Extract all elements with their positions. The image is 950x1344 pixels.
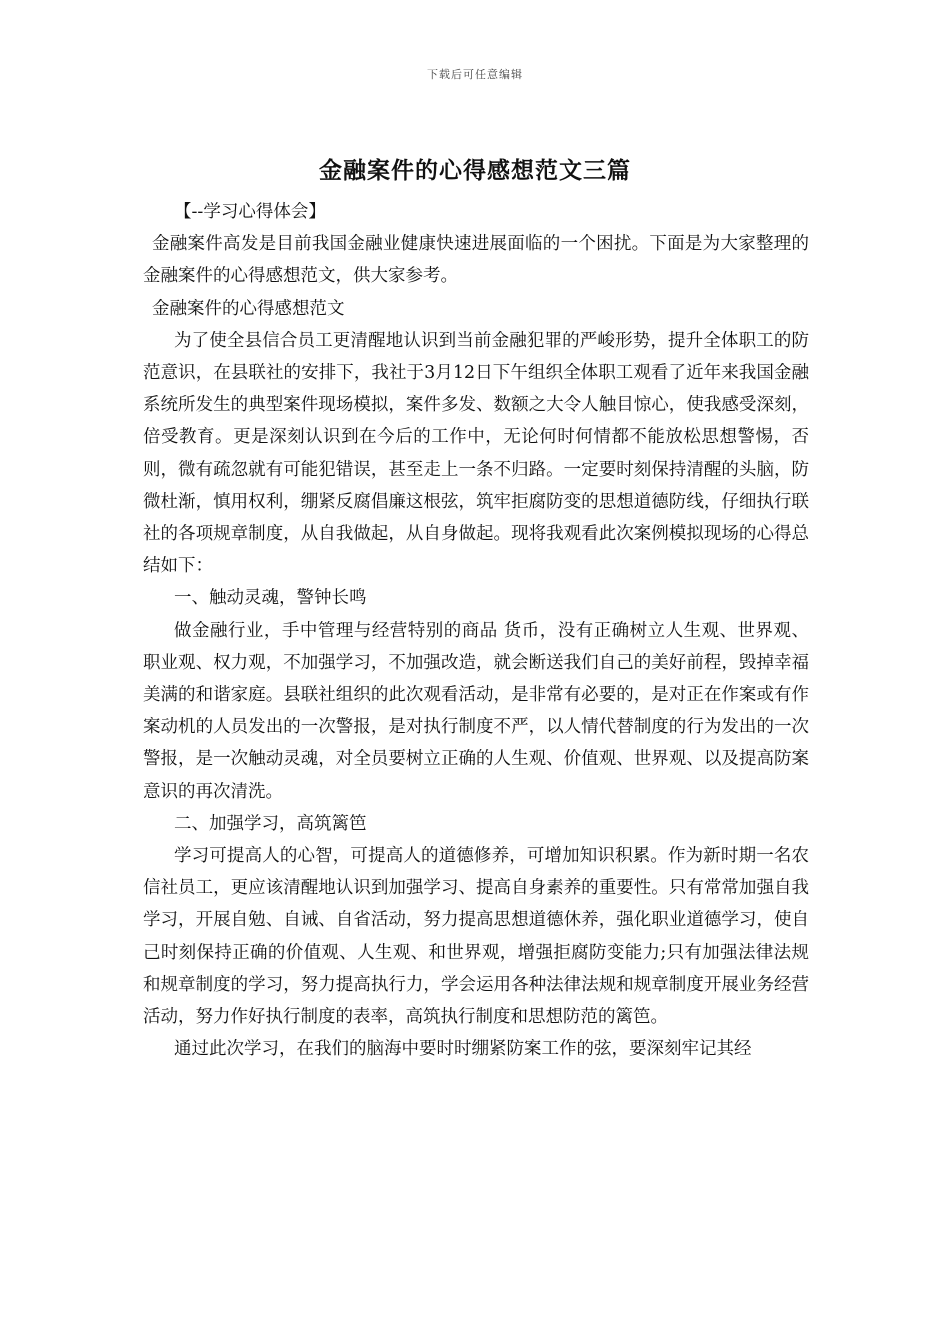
category-tag: 【--学习心得体会】 [174,202,326,222]
subtitle: 金融案件的心得感想范文 [152,298,345,319]
document-title: 金融案件的心得感想范文三篇 [319,157,631,184]
paragraph-last: 通过此次学习，在我们的脑海中要时时绷紧防案工作的弦，要深刻牢记其经 [174,1039,752,1060]
paragraph-1: 为了使全县信合员工更清醒地认识到当前金融犯罪的严峻形势，提升全体职工的防范意识，在县联社的安排下，我社于3月12日下午组织全体职工观看了近年来我国金融系统所发生的典型案件现场模拟，案件多发、数额之大令人触目惊心，使我感受深刻，倍受教育。更是深刻认识到在今后的工作中，无论何时何情都不能放松思想警惕，否则，微有疏忽就有可能犯错误，甚至走上一条不归路。一定要时刻保持清醒的头脑，防微杜渐，慎用权利，绷紧反腐倡廉这根弦，筑牢拒腐防变的思想道德防线，仔细执行联社的各项规章制度，从自我做起，从自身做起。现将我观看此次案例模拟现场的心得总结如下： [143,330,809,577]
section-2-heading: 二、加强学习，高筑篱笆 [174,813,367,834]
intro-paragraph: 金融案件高发是目前我国金融业健康快速进展面临的一个困扰。下面是为大家整理的金融案件的心得感想范文，供大家参考。 [143,234,809,287]
section-1-heading: 一、触动灵魂，警钟长鸣 [174,588,367,609]
header-note: 下载后可任意编辑 [427,68,523,81]
document-body [143,196,809,1065]
section-2-text: 学习可提高人的心智，可提高人的道德修养，可增加知识积累。作为新时期一名农信社员工，更应该清醒地认识到加强学习、提高自身素养的重要性。只有常常加强自我学习，开展自勉、自诫、自省活动，努力提高思想道德休养，强化职业道德学习，使自己时刻保持正确的价值观、人生观、和世界观，增强拒腐防变能力;只有加强法律法规和规章制度的学习，努力提高执行力，学会运用各种法律法规和规章制度开展业务经营活动，努力作好执行制度的表率，高筑执行制度和思想防范的篱笆。 [143,846,809,1028]
section-1-text: 做金融行业，手中管理与经营特别的商品 货币，没有正确树立人生观、世界观、职业观、权力观，不加强学习，不加强改造，就会断送我们自己的美好前程，毁掉幸福美满的和谐家庭。县联社组织的此次观看活动，是非常有必要的，是对正在作案或有作案动机的人员发出的一次警报，是对执行制度不严，以人情代替制度的行为发出的一次警报，是一次触动灵魂，对全员要树立正确的人生观、价值观、世界观、以及提高防案意识的再次清洗。 [143,620,809,802]
